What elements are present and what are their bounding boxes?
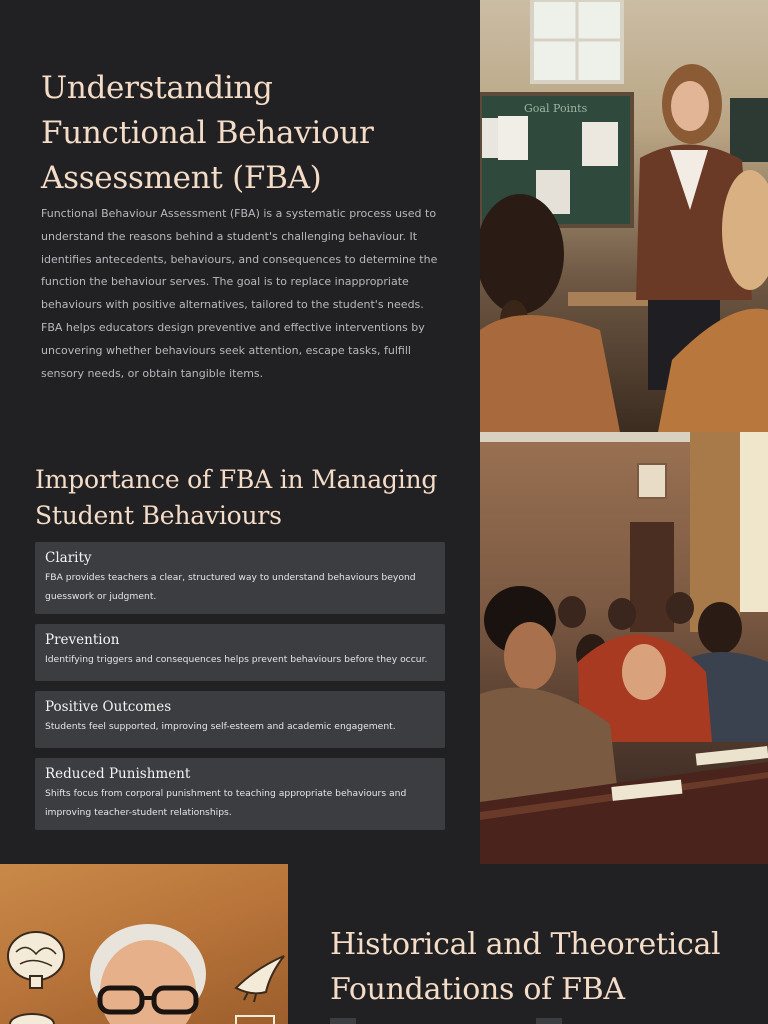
classroom-teacher-illustration — [480, 0, 768, 432]
understanding-body: Functional Behaviour Assessment (FBA) is a systematic process used to understand the reasons behind a student's challenging behaviour. It identifies antecedents, behaviours, and consequences to determine the function the behaviour serves. The goal is to replace inappropriate behaviours with positive alternatives, tailored to the student's needs. FBA helps educators design preventive and effective interventions by uncovering whether behaviours seek attention, escape tasks, fulfill sensory needs, or obtain tangible items. — [41, 207, 438, 380]
chalkboard-text: Goal Points — [524, 102, 588, 115]
brain-icon — [8, 932, 64, 988]
students-classroom-photo — [480, 432, 768, 864]
students-classroom-illustration — [480, 432, 768, 864]
understanding-title: Understanding Functional Behaviour Assessment (FBA) — [41, 70, 374, 196]
understanding-text-block — [41, 66, 441, 385]
card-prevention-desc: Identifying triggers and consequences helps prevent behaviours before they occur. — [45, 654, 428, 665]
historical-title: Historical and Theoretical Foundations of FBA — [330, 927, 721, 1007]
historical-card-stub — [330, 1018, 356, 1024]
classroom-teacher-photo — [480, 0, 768, 432]
card-positive-outcomes-desc: Students feel supported, improving self-esteem and academic engagement. — [45, 721, 396, 732]
card-clarity-title: Clarity — [45, 550, 92, 566]
importance-title: Importance of FBA in Managing Student Behaviours — [35, 465, 438, 530]
card-clarity-desc: FBA provides teachers a clear, structured way to understand behaviours beyond guesswork or judgment. — [45, 572, 416, 602]
card-reduced-punishment-title: Reduced Punishment — [45, 766, 191, 782]
historical-card-stub — [536, 1018, 562, 1024]
card-reduced-punishment-desc: Shifts focus from corporal punishment to teaching appropriate behaviours and improving teacher-student relationships. — [45, 788, 407, 818]
card-positive-outcomes-title: Positive Outcomes — [45, 699, 172, 715]
historical-illustration — [0, 864, 288, 1024]
card-positive-outcomes — [35, 691, 445, 748]
card-clarity — [35, 542, 445, 614]
bird-icon — [236, 956, 284, 1002]
card-prevention — [35, 624, 445, 681]
psychologist-illustration — [0, 864, 288, 1024]
brain-icon — [10, 1014, 54, 1024]
card-prevention-title: Prevention — [45, 632, 120, 648]
card-reduced-punishment — [35, 758, 445, 830]
